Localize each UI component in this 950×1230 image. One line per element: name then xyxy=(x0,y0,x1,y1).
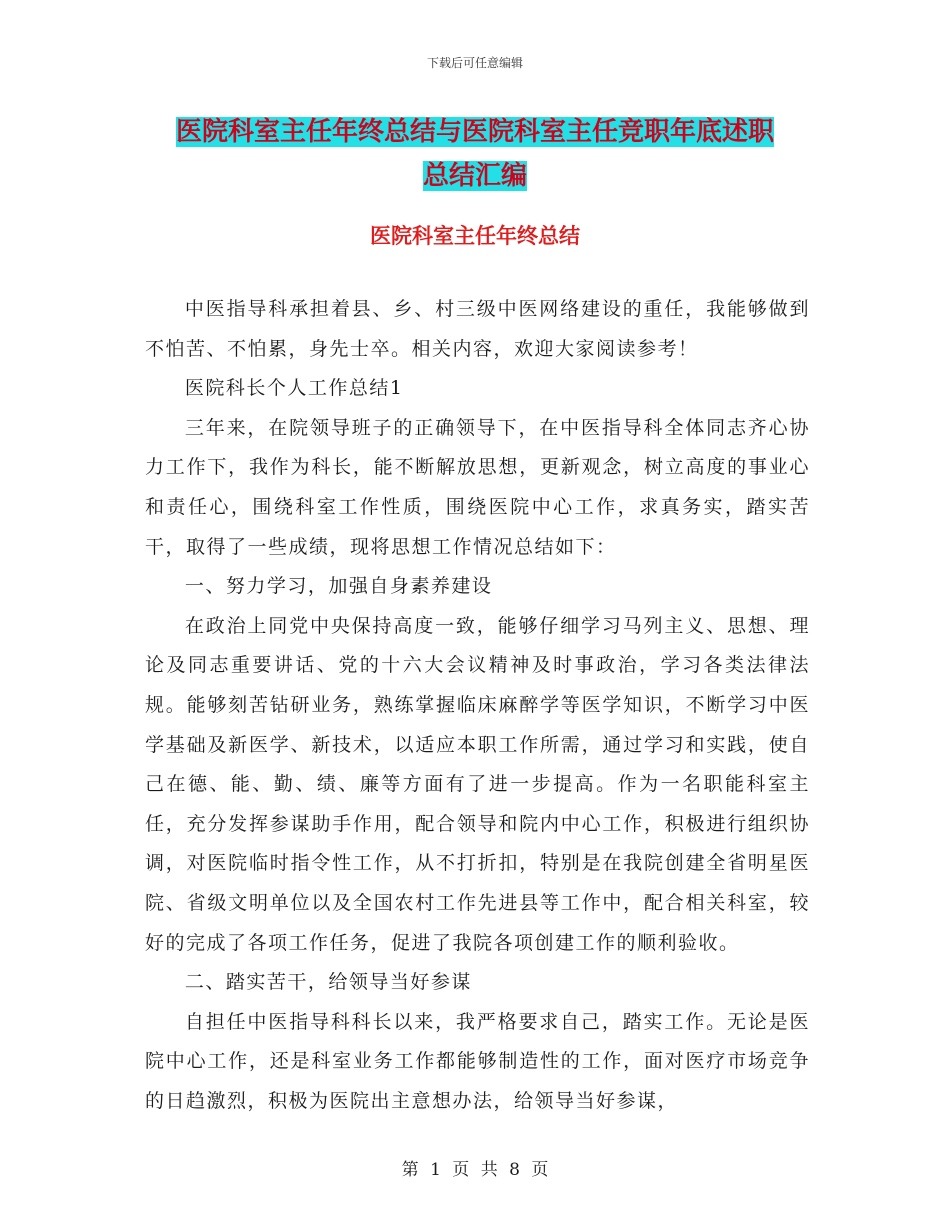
body-text xyxy=(145,290,810,1121)
page-footer: 第 1 页 共 8 页 xyxy=(401,1160,549,1180)
document-title-line-2: 总结汇编 xyxy=(422,161,527,191)
paragraph-subtitle: 医院科长个人工作总结1 xyxy=(184,377,404,400)
header-note: 下载后可任意编辑 xyxy=(426,56,523,70)
paragraph-heading-2: 二、踏实苦干，给领导当好参谋 xyxy=(184,971,472,994)
section-title: 医院科室主任年终总结 xyxy=(370,224,580,248)
document-title-line-1: 医院科室主任年终总结与医院科室主任竞职年底述职 xyxy=(175,117,774,147)
paragraph-work: 自担任中医指导科科长以来，我严格要求自己，踏实工作。无论是医院中心工作，还是科室业务工作都能够制造性的工作，面对医疗市场竞争的日趋激烈，积极为医院出主意想办法，给领导当好参谋， xyxy=(145,1010,810,1112)
paragraph-overview: 三年来，在院领导班子的正确领导下，在中医指导科全体同志齐心协力工作下，我作为科长，能不断解放思想，更新观念，树立高度的事业心和责任心，围绕科室工作性质，围绕医院中心工作，求真务实，踏实苦干，取得了一些成绩，现将思想工作情况总结如下： xyxy=(145,416,810,558)
paragraph-heading-1: 一、努力学习，加强自身素养建设 xyxy=(184,575,493,598)
paragraph-study: 在政治上同党中央保持高度一致，能够仔细学习马列主义、思想、理论及同志重要讲话、党的十六大会议精神及时事政治，学习各类法律法规。能够刻苦钻研业务，熟练掌握临床麻醉学等医学知识，不断学习中医学基础及新医学、新技术，以适应本职工作所需，通过学习和实践，使自己在德、能、勤、绩、廉等方面有了进一步提高。作为一名职能科室主任，充分发挥参谋助手作用，配合领导和院内中心工作，积极进行组织协调，对医院临时指令性工作，从不打折扣，特别是在我院创建全省明星医院、省级文明单位以及全国农村工作先进县等工作中，配合相关科室，较好的完成了各项工作任务，促进了我院各项创建工作的顺利验收。 xyxy=(145,614,810,954)
paragraph-intro: 中医指导科承担着县、乡、村三级中医网络建设的重任，我能够做到不怕苦、不怕累，身先士卒。相关内容，欢迎大家阅读参考！ xyxy=(145,298,810,360)
document-title xyxy=(145,110,805,198)
